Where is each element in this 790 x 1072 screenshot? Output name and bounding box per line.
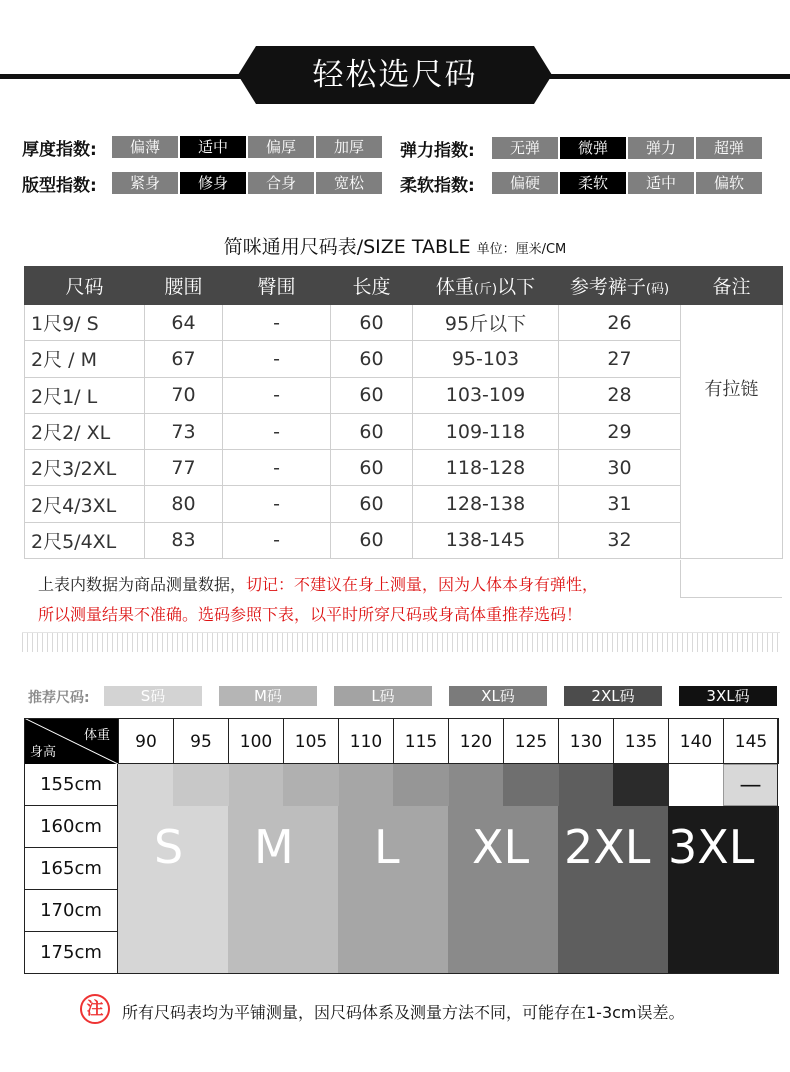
weight-header-cell: 110: [338, 718, 394, 764]
table-cell: 26: [559, 305, 681, 341]
table-cell: 70: [145, 377, 223, 413]
header-length: 长度: [331, 267, 413, 305]
grid-corner: [24, 718, 118, 764]
recommend-chip: M码: [219, 686, 317, 706]
header-weight-unit: (斤): [473, 282, 498, 297]
table-cell: 30: [559, 450, 681, 486]
size-label: 2XL: [564, 820, 651, 874]
table-cell: 60: [331, 486, 413, 522]
weight-axis-label: 体重: [83, 728, 110, 743]
size-band-step: [393, 764, 449, 806]
table-cell: 60: [331, 377, 413, 413]
table-row: [25, 522, 783, 558]
size-band-step: [613, 764, 669, 806]
index-option-softness-0: 偏硬: [492, 172, 558, 194]
recommend-chip: S码: [104, 686, 202, 706]
weight-header-cell: 90: [118, 718, 174, 764]
table-cell: 80: [145, 486, 223, 522]
table-cell: 83: [145, 522, 223, 558]
weight-header-cell: 145: [723, 718, 779, 764]
header-note: 备注: [681, 267, 783, 305]
size-table-title: [0, 232, 790, 259]
header-pants: [559, 267, 681, 305]
table-cell: -: [223, 377, 331, 413]
index-label-softness: 柔软指数:: [400, 176, 475, 196]
index-option-fit-0: 紧身: [112, 172, 178, 194]
note-cell: 有拉链: [681, 305, 783, 559]
height-row-label: 175cm: [24, 932, 118, 974]
table-cell: 60: [331, 341, 413, 377]
index-option-fit-1: 修身: [180, 172, 246, 194]
recommend-chip: 3XL码: [679, 686, 777, 706]
table-cell: 95-103: [413, 341, 559, 377]
size-table: [24, 266, 783, 559]
size-label: XL: [472, 820, 530, 874]
height-row-label: 155cm: [24, 764, 118, 806]
table-cell: 2尺3/2XL: [25, 450, 145, 486]
table-row: [25, 413, 783, 449]
size-label: L: [374, 820, 400, 874]
header-weight: [413, 267, 559, 305]
table-row: [25, 341, 783, 377]
table-row: [25, 305, 783, 341]
header-hip: 臀围: [223, 267, 331, 305]
recommend-chip: L码: [334, 686, 432, 706]
table-cell: 2尺 / M: [25, 341, 145, 377]
weight-header-cell: 95: [173, 718, 229, 764]
unavailable-cell: —: [723, 764, 778, 806]
table-cell: -: [223, 522, 331, 558]
table-row: [25, 450, 783, 486]
table-cell: 2尺2/ XL: [25, 413, 145, 449]
table-cell: 2尺1/ L: [25, 377, 145, 413]
index-option-fit-2: 合身: [248, 172, 314, 194]
index-label-thickness: 厚度指数:: [22, 140, 97, 160]
note-badge: 注: [80, 994, 110, 1024]
table-cell: 60: [331, 305, 413, 341]
size-grid: [24, 718, 778, 974]
index-option-softness-3: 偏软: [696, 172, 762, 194]
size-band-step: [503, 764, 559, 806]
table-cell: 73: [145, 413, 223, 449]
table-cell: 103-109: [413, 377, 559, 413]
height-row-label: 160cm: [24, 806, 118, 848]
warning-line-2: [38, 602, 582, 625]
table-cell: 77: [145, 450, 223, 486]
footer-text: 所有尺码表均为平铺测量，因尺码体系及测量方法不同，可能存在1-3cm误差。: [122, 1003, 685, 1022]
index-option-thickness-3: 加厚: [316, 136, 382, 158]
table-cell: 60: [331, 450, 413, 486]
recommend-chip: 2XL码: [564, 686, 662, 706]
header-size: 尺码: [25, 267, 145, 305]
table-cell: 31: [559, 486, 681, 522]
size-band-step: [173, 764, 229, 806]
table-cell: 32: [559, 522, 681, 558]
table-cell: 29: [559, 413, 681, 449]
warning-text-1b: 切记：不建议在身上测量，因为人体本身有弹性，: [246, 575, 599, 594]
height-row-label: 165cm: [24, 848, 118, 890]
size-label: 3XL: [668, 820, 755, 874]
decorative-ruler: [22, 632, 780, 652]
weight-header-cell: 120: [448, 718, 504, 764]
index-option-thickness-1: 适中: [180, 136, 246, 158]
index-label-fit: 版型指数:: [22, 176, 97, 196]
index-option-elasticity-0: 无弹: [492, 137, 558, 159]
table-cell: 138-145: [413, 522, 559, 558]
table-cell: 2尺4/3XL: [25, 486, 145, 522]
weight-header-cell: 115: [393, 718, 449, 764]
header-pants-main: 参考裤子: [569, 276, 646, 298]
index-option-thickness-2: 偏厚: [248, 136, 314, 158]
table-cell: 28: [559, 377, 681, 413]
size-band-step: [283, 764, 339, 806]
weight-header-cell: 140: [668, 718, 724, 764]
weight-header-cell: 130: [558, 718, 614, 764]
warning-line-1: [38, 572, 598, 595]
note-cell-extension: [680, 560, 782, 598]
size-table-unit: 单位：厘米/CM: [476, 242, 567, 257]
table-cell: -: [223, 341, 331, 377]
weight-header-cell: 125: [503, 718, 559, 764]
table-cell: 67: [145, 341, 223, 377]
table-cell: 60: [331, 522, 413, 558]
warning-text-1a: 上表内数据为商品测量数据，: [38, 575, 247, 594]
table-cell: 128-138: [413, 486, 559, 522]
header-weight-suffix: 以下: [497, 276, 536, 298]
table-cell: 118-128: [413, 450, 559, 486]
table-row: [25, 377, 783, 413]
index-option-thickness-0: 偏薄: [112, 136, 178, 158]
size-table-body: [25, 305, 783, 559]
weight-header-cell: 100: [228, 718, 284, 764]
weight-header-cell: 135: [613, 718, 669, 764]
height-axis-label: 身高: [30, 745, 57, 760]
recommend-chip: XL码: [449, 686, 547, 706]
table-cell: -: [223, 486, 331, 522]
recommend-label: 推荐尺码:: [28, 690, 90, 706]
index-option-softness-2: 适中: [628, 172, 694, 194]
header-waist: 腰围: [145, 267, 223, 305]
size-table-header-row: [25, 267, 783, 305]
table-cell: -: [223, 413, 331, 449]
header-pants-unit: (码): [645, 282, 670, 297]
table-cell: 109-118: [413, 413, 559, 449]
size-table-title-text: 简咪通用尺码表/SIZE TABLE: [223, 236, 471, 258]
table-cell: -: [223, 450, 331, 486]
weight-header-cell: 105: [283, 718, 339, 764]
table-row: [25, 486, 783, 522]
index-option-elasticity-3: 超弹: [696, 137, 762, 159]
table-cell: 2尺5/4XL: [25, 522, 145, 558]
size-label: S: [154, 820, 184, 874]
table-cell: -: [223, 305, 331, 341]
warning-text-2: 所以测量结果不准确。选码参照下表，以平时所穿尺码或身高体重推荐选码！: [38, 605, 583, 624]
table-cell: 1尺9/ S: [25, 305, 145, 341]
header-weight-main: 体重: [435, 276, 474, 298]
index-label-elasticity: 弹力指数:: [400, 141, 475, 161]
table-cell: 27: [559, 341, 681, 377]
table-cell: 95斤以下: [413, 305, 559, 341]
table-cell: 64: [145, 305, 223, 341]
index-option-elasticity-1: 微弹: [560, 137, 626, 159]
size-label: M: [254, 820, 294, 874]
index-option-softness-1: 柔软: [560, 172, 626, 194]
index-option-fit-3: 宽松: [316, 172, 382, 194]
index-option-elasticity-2: 弹力: [628, 137, 694, 159]
table-cell: 60: [331, 413, 413, 449]
height-row-label: 170cm: [24, 890, 118, 932]
page-title: 轻松选尺码: [312, 57, 478, 93]
